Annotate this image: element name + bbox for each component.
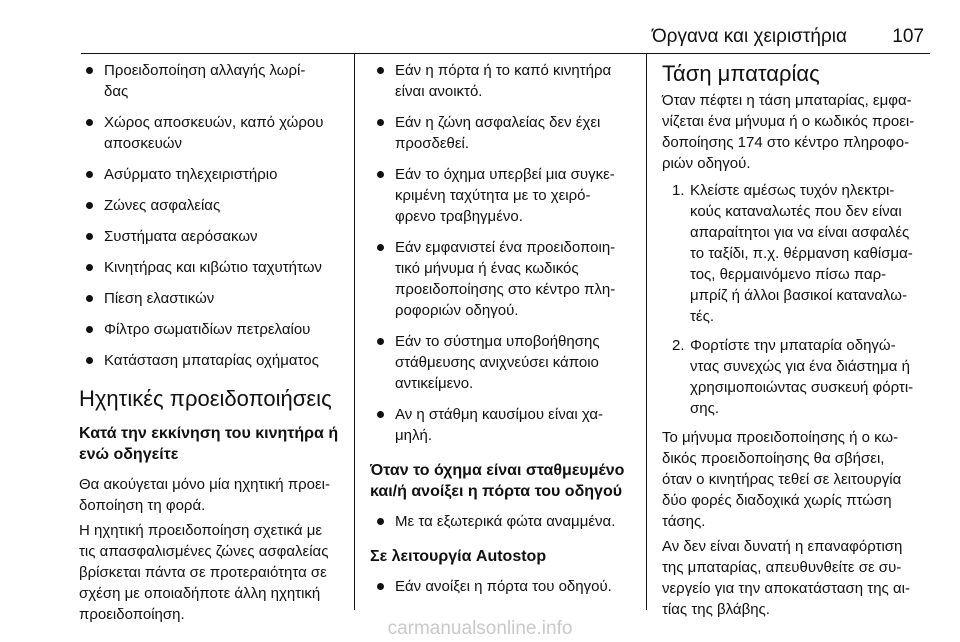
column-right — [662, 60, 932, 624]
list-item: Αν η στάθμη καυσίμου είναι χα- μηλή. — [370, 404, 640, 446]
subheading-autostop: Σε λειτουργία Autostop — [370, 548, 547, 565]
step-text: Φορτίστε την μπαταρία οδηγώ- ντας συνεχώς για ένα διάστημα ή χρησιμοποιώντας συσκευή φόρτι- σης. — [690, 337, 914, 417]
paragraph: Το μήνυμα προειδοποίησης ή ο κω- δικός προειδοποίησης θα σβήσει, όταν ο κινητήρας τεθεί σε λειτουργία δύο φορές διαδοχικά χωρίς πτώση τάσης. — [662, 429, 902, 530]
step-number: 1. — [672, 182, 685, 199]
subheading-parked: Όταν το όχημα είναι σταθμευμένο και/ή ανοίξει η πόρτα του οδηγού — [370, 462, 625, 500]
list-item: Ασύρματο τηλεχειριστήριο — [79, 164, 349, 185]
footer-watermark: carmanualsonline.info — [387, 618, 573, 639]
list-item: Πίεση ελαστικών — [79, 288, 349, 309]
bullet-list-warnings — [79, 60, 349, 371]
list-item: Εάν το όχημα υπερβεί μια συγκε- κριμένη ταχύτητα με το χειρό- φρενο τραβηγμένο. — [370, 164, 640, 227]
step-item — [662, 180, 932, 327]
list-item: Εάν η ζώνη ασφαλείας δεν έχει προσδεθεί. — [370, 112, 640, 154]
step-text: Κλείστε αμέσως τυχόν ηλεκτρι- κούς καταναλωτές που δεν είναι απαραίτητοι για να είναι ασφαλές το ταξίδι, π.χ. θέρμανση καθίσμα- τος, θερμαινόμενο πίσω παρ- μπρίζ ή άλλοι βασικοί καταναλω- τές. — [690, 182, 913, 325]
list-item: Εάν εμφανιστεί ένα προειδοποιη- τικό μήνυμα ή ένας κωδικός προειδοποίησης στο κέντρο πλη- ροφοριών οδηγού. — [370, 237, 640, 321]
bullet-list-conditions — [370, 60, 640, 446]
bullet-list-parked — [370, 511, 640, 532]
step-item — [662, 335, 932, 419]
paragraph: Όταν πέφτει η τάση μπαταρίας, εμφα- νίζεται ένα μήνυμα ή ο κωδικός προει- δοποίησης 174 στο κέντρο πληροφο- ριών οδηγού. — [662, 92, 915, 172]
list-item: Χώρος αποσκευών, καπό χώρου αποσκευών — [79, 112, 349, 154]
paragraph: Η ηχητική προειδοποίηση σχετικά με τις απασφαλισμένες ζώνες ασφαλείας βρίσκεται πάντα σε προτεραιότητα σε σχέση με οποιαδήποτε άλλη ηχητική προειδοποίηση. — [79, 522, 329, 623]
list-item: Συστήματα αερόσακων — [79, 226, 349, 247]
header-rule — [81, 53, 930, 54]
list-item: Ζώνες ασφαλείας — [79, 195, 349, 216]
list-item: Εάν η πόρτα ή το καπό κινητήρα είναι ανοικτό. — [370, 60, 640, 102]
list-item: Προειδοποίηση αλλαγής λωρί- δας — [79, 60, 349, 102]
list-item: Εάν το σύστημα υποβοήθησης στάθμευσης ανιχνεύσει κάποιο αντικείμενο. — [370, 331, 640, 394]
page-number: 107 — [892, 26, 924, 47]
section-heading-audible-warnings: Ηχητικές προειδοποιήσεις — [79, 386, 332, 411]
column-divider-left — [354, 54, 355, 610]
list-item: Με τα εξωτερικά φώτα αναμμένα. — [370, 511, 640, 532]
column-middle — [370, 60, 640, 607]
paragraph: Αν δεν είναι δυνατή η επαναφόρτιση της μπαταρίας, απευθυνθείτε σε συ- νεργείο για την αποκατάσταση της αι- τίας της βλάβης. — [662, 538, 910, 618]
column-left — [79, 60, 349, 629]
list-item: Φίλτρο σωματιδίων πετρελαίου — [79, 319, 349, 340]
paragraph: Θα ακούγεται μόνο μία ηχητική προει- δοποίηση τη φορά. — [79, 476, 330, 514]
step-number: 2. — [672, 337, 685, 354]
list-item: Κατάσταση μπαταρίας οχήματος — [79, 350, 349, 371]
section-heading-battery-voltage: Τάση μπαταρίας — [662, 61, 820, 86]
subheading-engine-start: Κατά την εκκίνηση του κινητήρα ή ενώ οδηγείτε — [79, 425, 339, 463]
bullet-list-autostop — [370, 576, 640, 597]
page-header-title: Όργανα και χειριστήρια — [651, 26, 847, 47]
list-item: Κινητήρας και κιβώτιο ταχυτήτων — [79, 257, 349, 278]
numbered-steps — [662, 180, 932, 419]
list-item: Εάν ανοίξει η πόρτα του οδηγού. — [370, 576, 640, 597]
column-divider-right — [646, 54, 647, 610]
